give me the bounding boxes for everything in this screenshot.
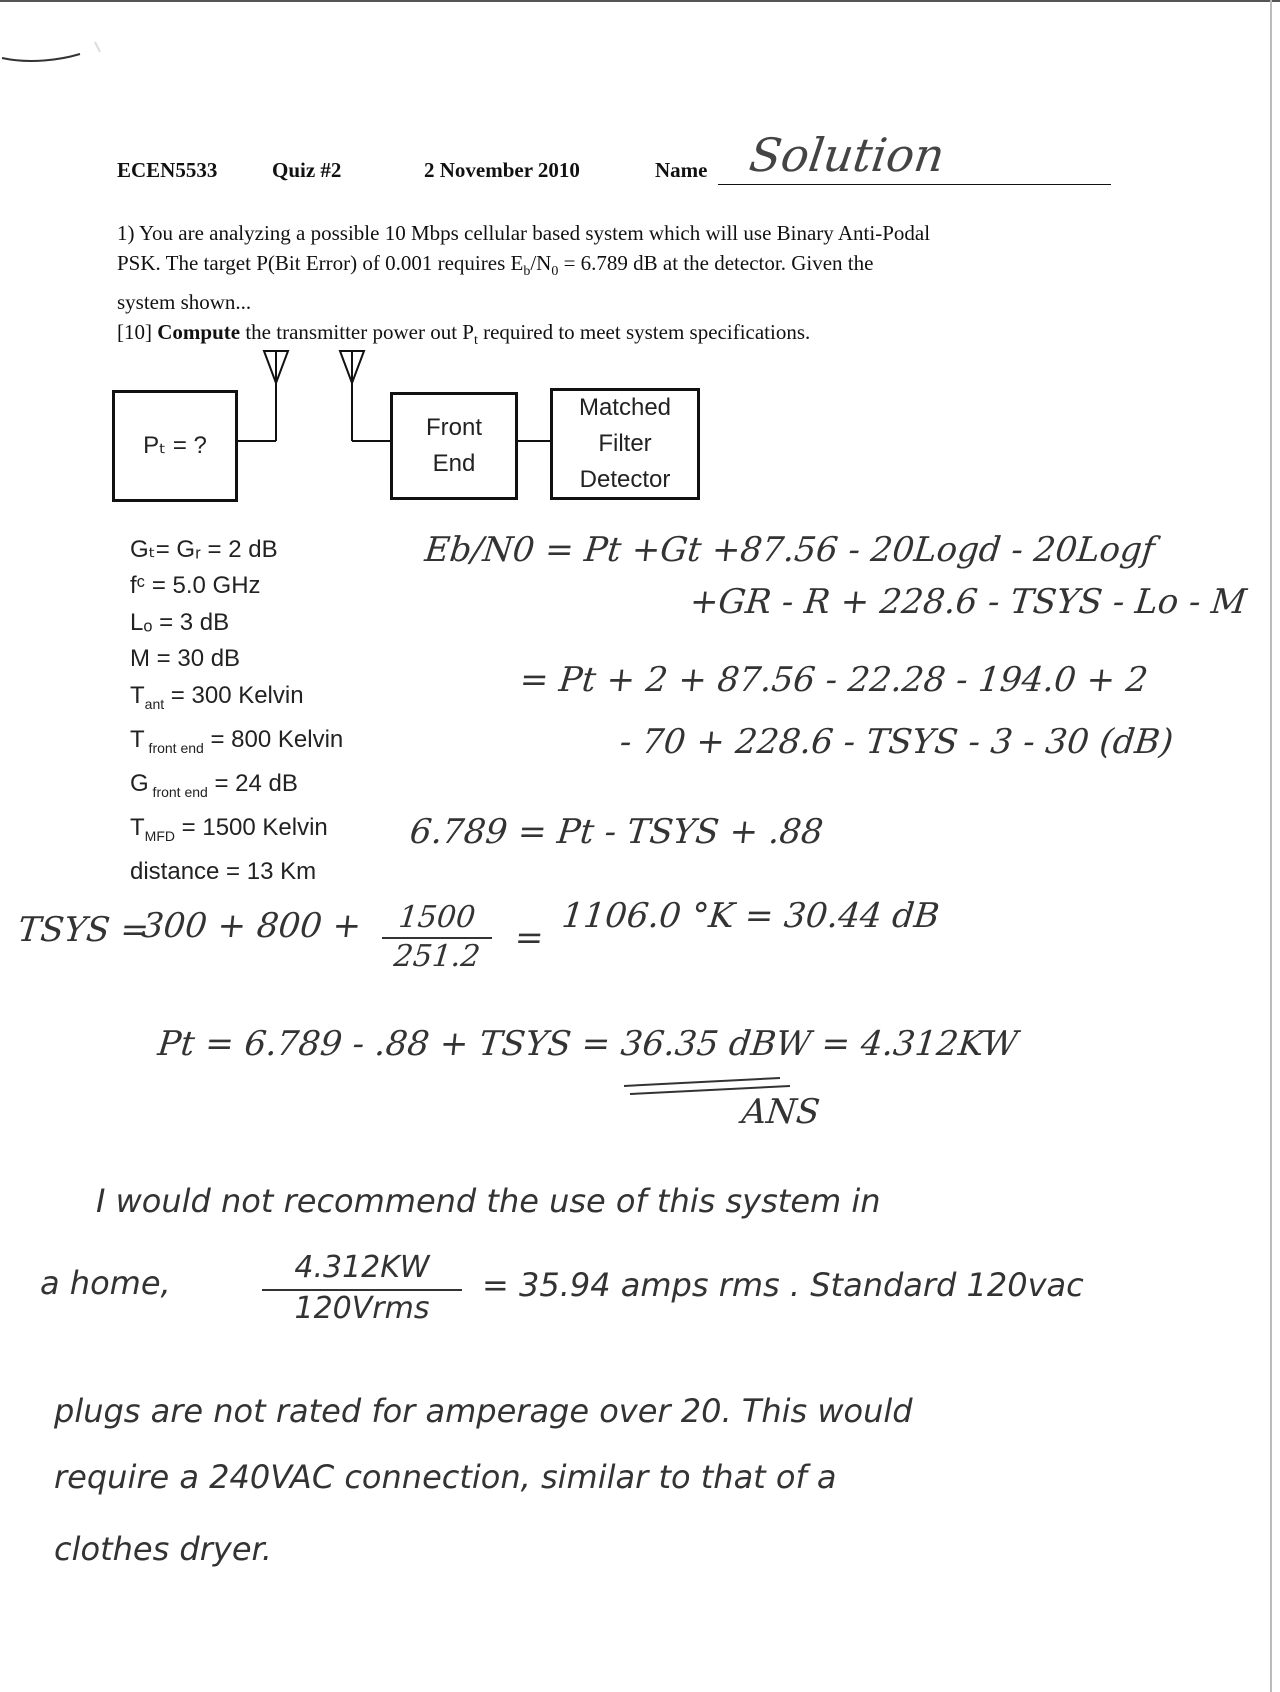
note-line-2-a: a home, xyxy=(40,1264,171,1302)
scan-border-top xyxy=(0,0,1280,2)
stray-pen-mark xyxy=(0,38,120,88)
current-fraction-numerator: 4.312KW xyxy=(294,1250,430,1285)
work-equation-1a: Eb/N0 = Pt +Gt +87.56 - 20Logd - 20Logf xyxy=(422,530,1157,570)
param-distance: distance = 13 Km xyxy=(130,858,317,886)
current-fraction-denominator: 120Vrms xyxy=(294,1291,430,1326)
note-line-3: plugs are not rated for amperage over 20. This would xyxy=(54,1392,913,1430)
system-parameters xyxy=(130,532,343,891)
work-equation-2b: - 70 + 228.6 - TSYS - 3 - 30 (dB) xyxy=(617,722,1176,762)
tsys-fraction-numerator: 1500 xyxy=(396,900,478,935)
tsys-fraction xyxy=(382,900,492,974)
fe-to-mfd-wire xyxy=(514,440,550,442)
note-line-2-b: = 35.94 amps rms . Standard 120vac xyxy=(482,1266,1084,1304)
antenna-wiring xyxy=(230,345,390,445)
current-fraction xyxy=(262,1250,462,1326)
work-equation-2a: = Pt + 2 + 87.56 - 22.28 - 194.0 + 2 xyxy=(517,660,1150,700)
work-equation-3: 6.789 = Pt - TSYS + .88 xyxy=(407,812,826,852)
front-end-label-2: End xyxy=(432,450,476,477)
param-margin: M = 30 dB xyxy=(130,645,241,673)
matched-filter-detector-box xyxy=(550,388,700,500)
param-carrier-frequency: fᶜ = 5.0 GHz xyxy=(130,572,261,600)
param-front-end-temp: T $_{front end}$ = 800 Kelvin xyxy=(130,725,344,756)
answer-label: ANS xyxy=(739,1092,822,1132)
question-line-1: 1) You are analyzing a possible 10 Mbps cellular based system which will use Binary Anti-Podal xyxy=(117,221,931,245)
mfd-label-3: Detector xyxy=(579,466,671,493)
mfd-label-2: Filter xyxy=(598,430,652,457)
note-line-5: clothes dryer. xyxy=(54,1530,272,1568)
param-front-end-gain: G $_{front end}$ = 24 dB xyxy=(130,770,298,800)
tsys-equals: = xyxy=(512,918,546,958)
tsys-fraction-denominator: 251.2 xyxy=(392,939,482,974)
quiz-number: Quiz #2 xyxy=(272,158,342,182)
question-line-2: PSK. The target P(Bit Error) of 0.001 requires $E_b/N_0 = 6.789$ dB at the detector. Given the xyxy=(117,251,874,280)
name-line xyxy=(718,184,1111,185)
note-line-4: require a 240VAC connection, similar to that of a xyxy=(54,1458,837,1496)
tsys-label: TSYS = xyxy=(15,910,152,950)
transmitter-box xyxy=(112,390,238,502)
front-end-label-1: Front xyxy=(425,414,482,441)
tsys-sum: 300 + 800 + xyxy=(139,906,364,946)
mfd-label-1: Matched xyxy=(578,394,672,421)
tsys-result: 1106.0 °K = 30.44 dB xyxy=(559,896,942,936)
question-line-4: [10] Compute the transmitter power out $P_t$ required to meet system specifications. xyxy=(117,320,811,349)
quiz-date: 2 November 2010 xyxy=(424,158,580,182)
course-code: ECEN5533 xyxy=(117,158,218,182)
handwritten-name: Solution xyxy=(746,128,948,182)
question-line-3: system shown... xyxy=(117,290,252,315)
param-antenna-temp: $T_{ant} = 300$ Kelvin xyxy=(130,681,304,712)
work-equation-1b: +GR - R + 228.6 - TSYS - Lo - M xyxy=(687,582,1249,622)
scan-border-right xyxy=(1270,0,1272,1692)
question-1 xyxy=(117,218,1127,356)
transmitter-label: Pₜ = ? xyxy=(143,432,207,459)
note-line-1: I would not recommend the use of this system in xyxy=(96,1182,881,1220)
param-other-losses: Lₒ = 3 dB xyxy=(130,608,230,636)
front-end-box xyxy=(390,392,518,500)
pt-answer-equation: Pt = 6.789 - .88 + TSYS = 36.35 dBW = 4.312KW xyxy=(155,1024,1020,1064)
name-label: Name xyxy=(655,158,708,182)
param-gains: Gₜ= Gᵣ = 2 dB xyxy=(130,536,278,563)
param-mfd-temp: $T_{MFD} = 1500$ Kelvin xyxy=(130,814,328,845)
